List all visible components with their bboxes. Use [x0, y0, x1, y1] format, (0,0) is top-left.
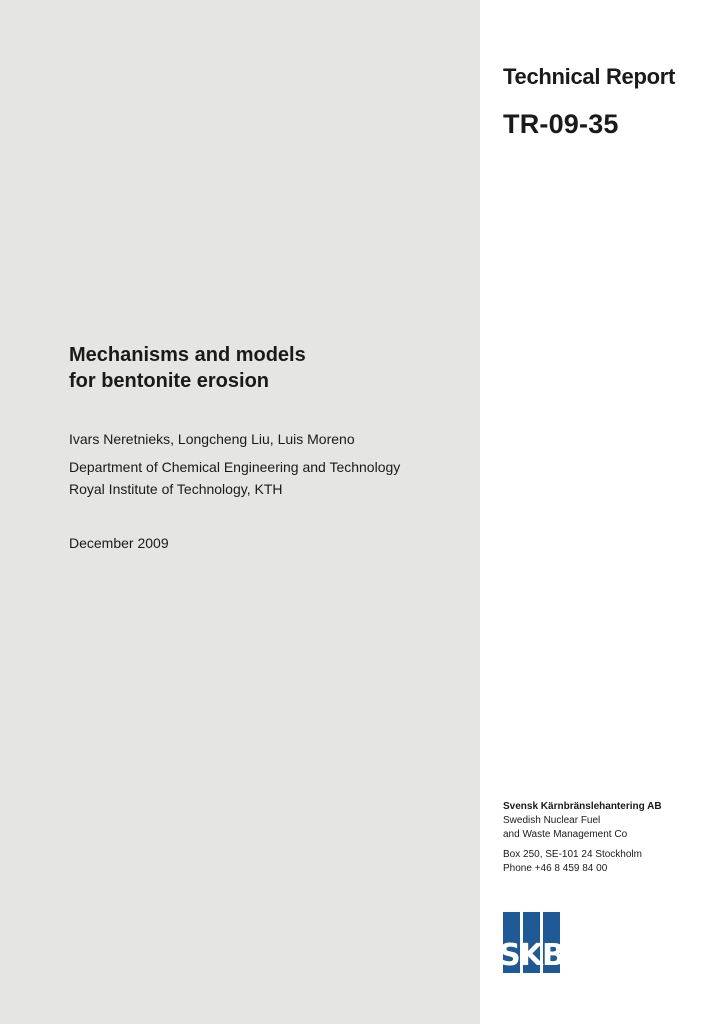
skb-logo [499, 912, 564, 973]
document-title [69, 342, 469, 394]
publisher-company: Svensk Kärnbränslehantering AB [503, 801, 662, 812]
series-label: Technical Report [503, 64, 676, 89]
title-line-2: for bentonite erosion [69, 370, 269, 392]
publisher-block [503, 800, 713, 876]
title-line-1: Mechanisms and models [69, 344, 306, 366]
publication-date: December 2009 [69, 535, 169, 551]
report-number: TR-09-35 [503, 109, 619, 139]
affiliation-line-2: Royal Institute of Technology, KTH [69, 481, 283, 497]
publisher-phone: Phone +46 8 459 84 00 [503, 863, 608, 874]
publisher-name-line-1: Swedish Nuclear Fuel [503, 815, 601, 826]
logo-text: SKB [499, 938, 564, 973]
publisher-name-line-2: and Waste Management Co [503, 829, 628, 840]
authors: Ivars Neretnieks, Longcheng Liu, Luis Moreno [69, 431, 355, 447]
publisher-address: Box 250, SE-101 24 Stockholm [503, 849, 642, 860]
affiliation [69, 456, 400, 500]
affiliation-line-1: Department of Chemical Engineering and Technology [69, 459, 401, 475]
